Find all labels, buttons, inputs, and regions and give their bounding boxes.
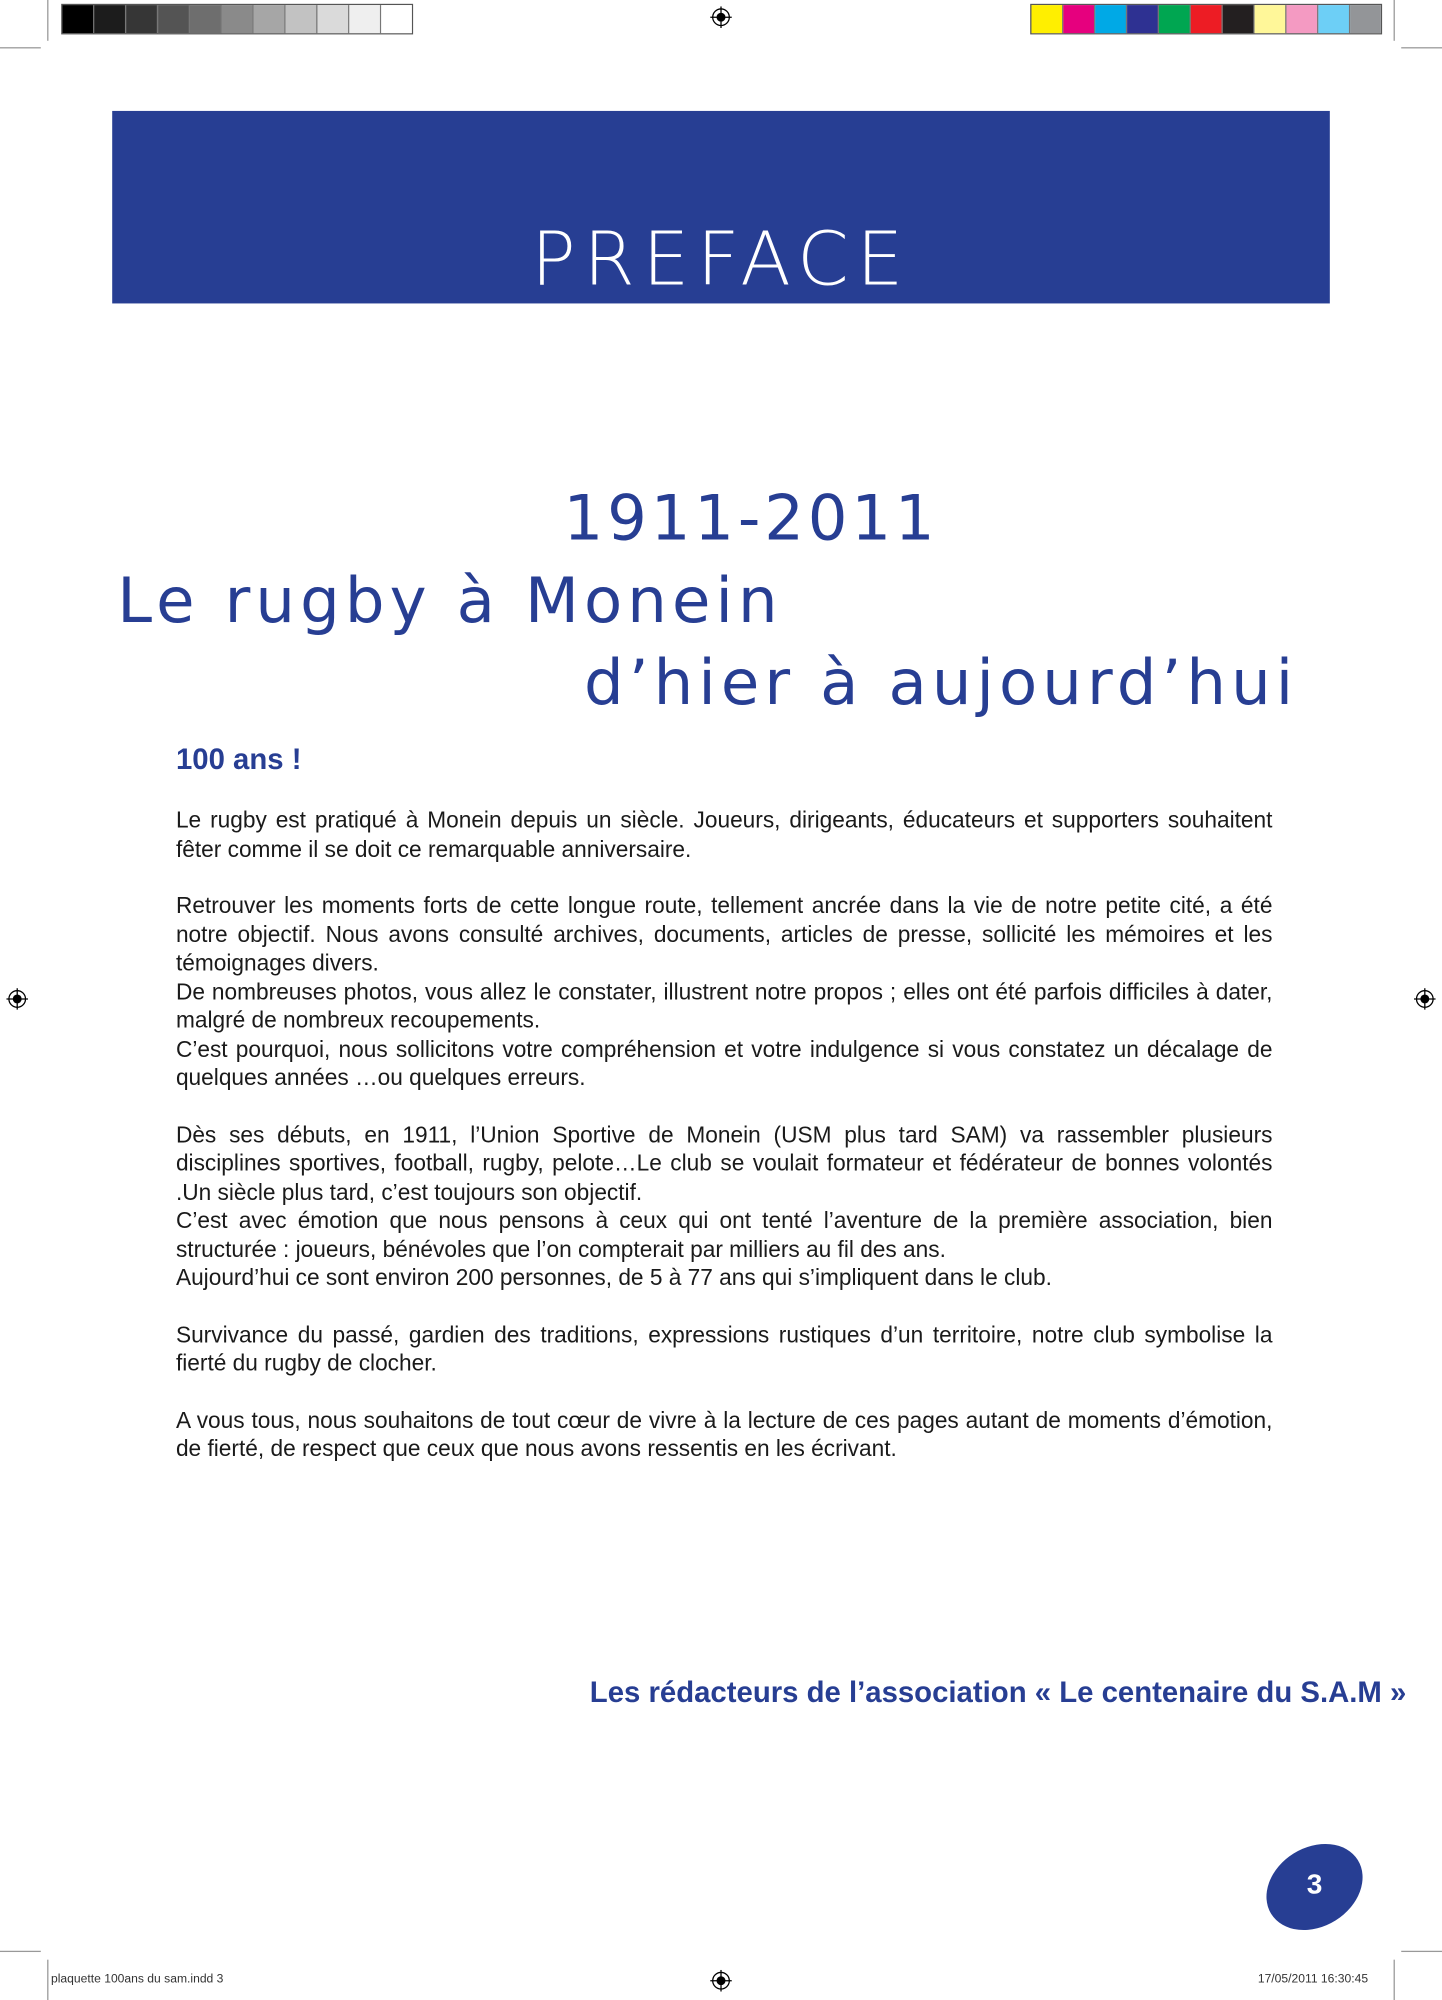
signature: Les rédacteurs de l’association « Le centenaire du S.A.M » bbox=[589, 1675, 1407, 1709]
crop-mark-bottom-right-h bbox=[1401, 1951, 1442, 1952]
gray-swatch bbox=[158, 5, 190, 33]
color-swatch bbox=[1127, 5, 1159, 33]
registration-mark-top-icon bbox=[710, 6, 732, 28]
paragraph: A vous tous, nous souhaitons de tout cœur de vivre à la lecture de ces pages autant de moments d’émotion, de fierté, de respect que ceux que nous avons ressentis en les écrivant. bbox=[175, 1406, 1273, 1462]
title-main: Le rugby à Monein bbox=[117, 564, 783, 638]
paragraph: Le rugby est pratiqué à Monein depuis un siècle. Joueurs, dirigeants, éducateurs et supporters souhaitent fêter comme il se doit ce remarquable anniversaire. bbox=[175, 807, 1273, 862]
section-heading: 100 ans ! bbox=[175, 742, 302, 776]
color-swatch bbox=[1286, 5, 1318, 33]
color-swatch bbox=[1031, 5, 1063, 33]
gray-swatch bbox=[286, 5, 318, 33]
crop-mark-bottom-right-v bbox=[1394, 1960, 1395, 2000]
gray-swatch bbox=[222, 5, 254, 33]
color-swatch bbox=[1223, 5, 1255, 33]
crop-mark-bottom-left-h bbox=[0, 1951, 41, 1952]
grayscale-calibration-bar bbox=[61, 4, 413, 35]
color-swatch bbox=[1063, 5, 1095, 33]
color-swatch bbox=[1318, 5, 1350, 33]
print-slug-date: 17/05/2011 16:30:45 bbox=[1257, 1972, 1369, 1987]
paragraph: Aujourd’hui ce sont environ 200 personnes, de 5 à 77 ans qui s’impliquent dans le club. bbox=[175, 1264, 1052, 1291]
gray-swatch bbox=[254, 5, 286, 33]
paragraph: C’est pourquoi, nous sollicitons votre compréhension et votre indulgence si vous constatez un décalage de quelques années …ou quelques erreurs. bbox=[175, 1035, 1273, 1091]
gray-swatch bbox=[317, 5, 349, 33]
crop-mark-bottom-left-v bbox=[47, 1960, 48, 2000]
gray-swatch bbox=[94, 5, 126, 33]
crop-mark-top-right-h bbox=[1401, 47, 1442, 48]
crop-mark-top-left-v bbox=[47, 0, 48, 41]
body-text bbox=[176, 806, 1273, 1463]
print-slug-filename: plaquette 100ans du sam.indd 3 bbox=[51, 1972, 224, 1987]
gray-swatch bbox=[62, 5, 94, 33]
paragraph: Retrouver les moments forts de cette longue route, tellement ancrée dans la vie de notre petite cité, a été notre objectif. Nous avons consulté archives, documents, articles de presse, sollicité les mémoires et les témoignages divers. bbox=[175, 892, 1273, 976]
registration-mark-right-icon bbox=[1414, 988, 1436, 1010]
gray-swatch bbox=[381, 5, 412, 33]
color-swatch bbox=[1350, 5, 1381, 33]
color-calibration-bar bbox=[1030, 4, 1382, 35]
page-number: 3 bbox=[1306, 1867, 1323, 1900]
color-swatch bbox=[1255, 5, 1287, 33]
crop-mark-top-right-v bbox=[1394, 0, 1395, 41]
paragraph: Dès ses débuts, en 1911, l’Union Sportive de Monein (USM plus tard SAM) va rassembler plusieurs disciplines sportives, football, rugby, pelote…Le club se voulait formateur et fédérateur de bonnes volontés .Un siècle plus tard, c’est toujours son objectif. bbox=[175, 1121, 1273, 1205]
crop-mark-top-left-h bbox=[0, 47, 41, 48]
paragraph: De nombreuses photos, vous allez le constater, illustrent notre propos ; elles ont été parfois difficiles à dater, malgré de nombreux recoupements. bbox=[175, 978, 1273, 1033]
gray-swatch bbox=[190, 5, 222, 33]
paragraph: Survivance du passé, gardien des traditions, expressions rustiques d’un territoire, notre club symbolise la fierté du rugby de clocher. bbox=[175, 1321, 1273, 1376]
paragraph: C’est avec émotion que nous pensons à ceux qui ont tenté l’aventure de la première association, bien structurée : joueurs, bénévoles que l’on compterait par milliers au fil des ans. bbox=[175, 1207, 1273, 1262]
gray-swatch bbox=[349, 5, 381, 33]
color-swatch bbox=[1159, 5, 1191, 33]
registration-mark-bottom-icon bbox=[710, 1970, 732, 1992]
color-swatch bbox=[1191, 5, 1223, 33]
color-swatch bbox=[1095, 5, 1127, 33]
title-subtitle: d’hier à aujourd’hui bbox=[583, 646, 1299, 720]
registration-mark-left-icon bbox=[6, 988, 28, 1010]
gray-swatch bbox=[126, 5, 158, 33]
title-years: 1911-2011 bbox=[563, 481, 939, 555]
page-title: PREFACE bbox=[531, 215, 911, 303]
